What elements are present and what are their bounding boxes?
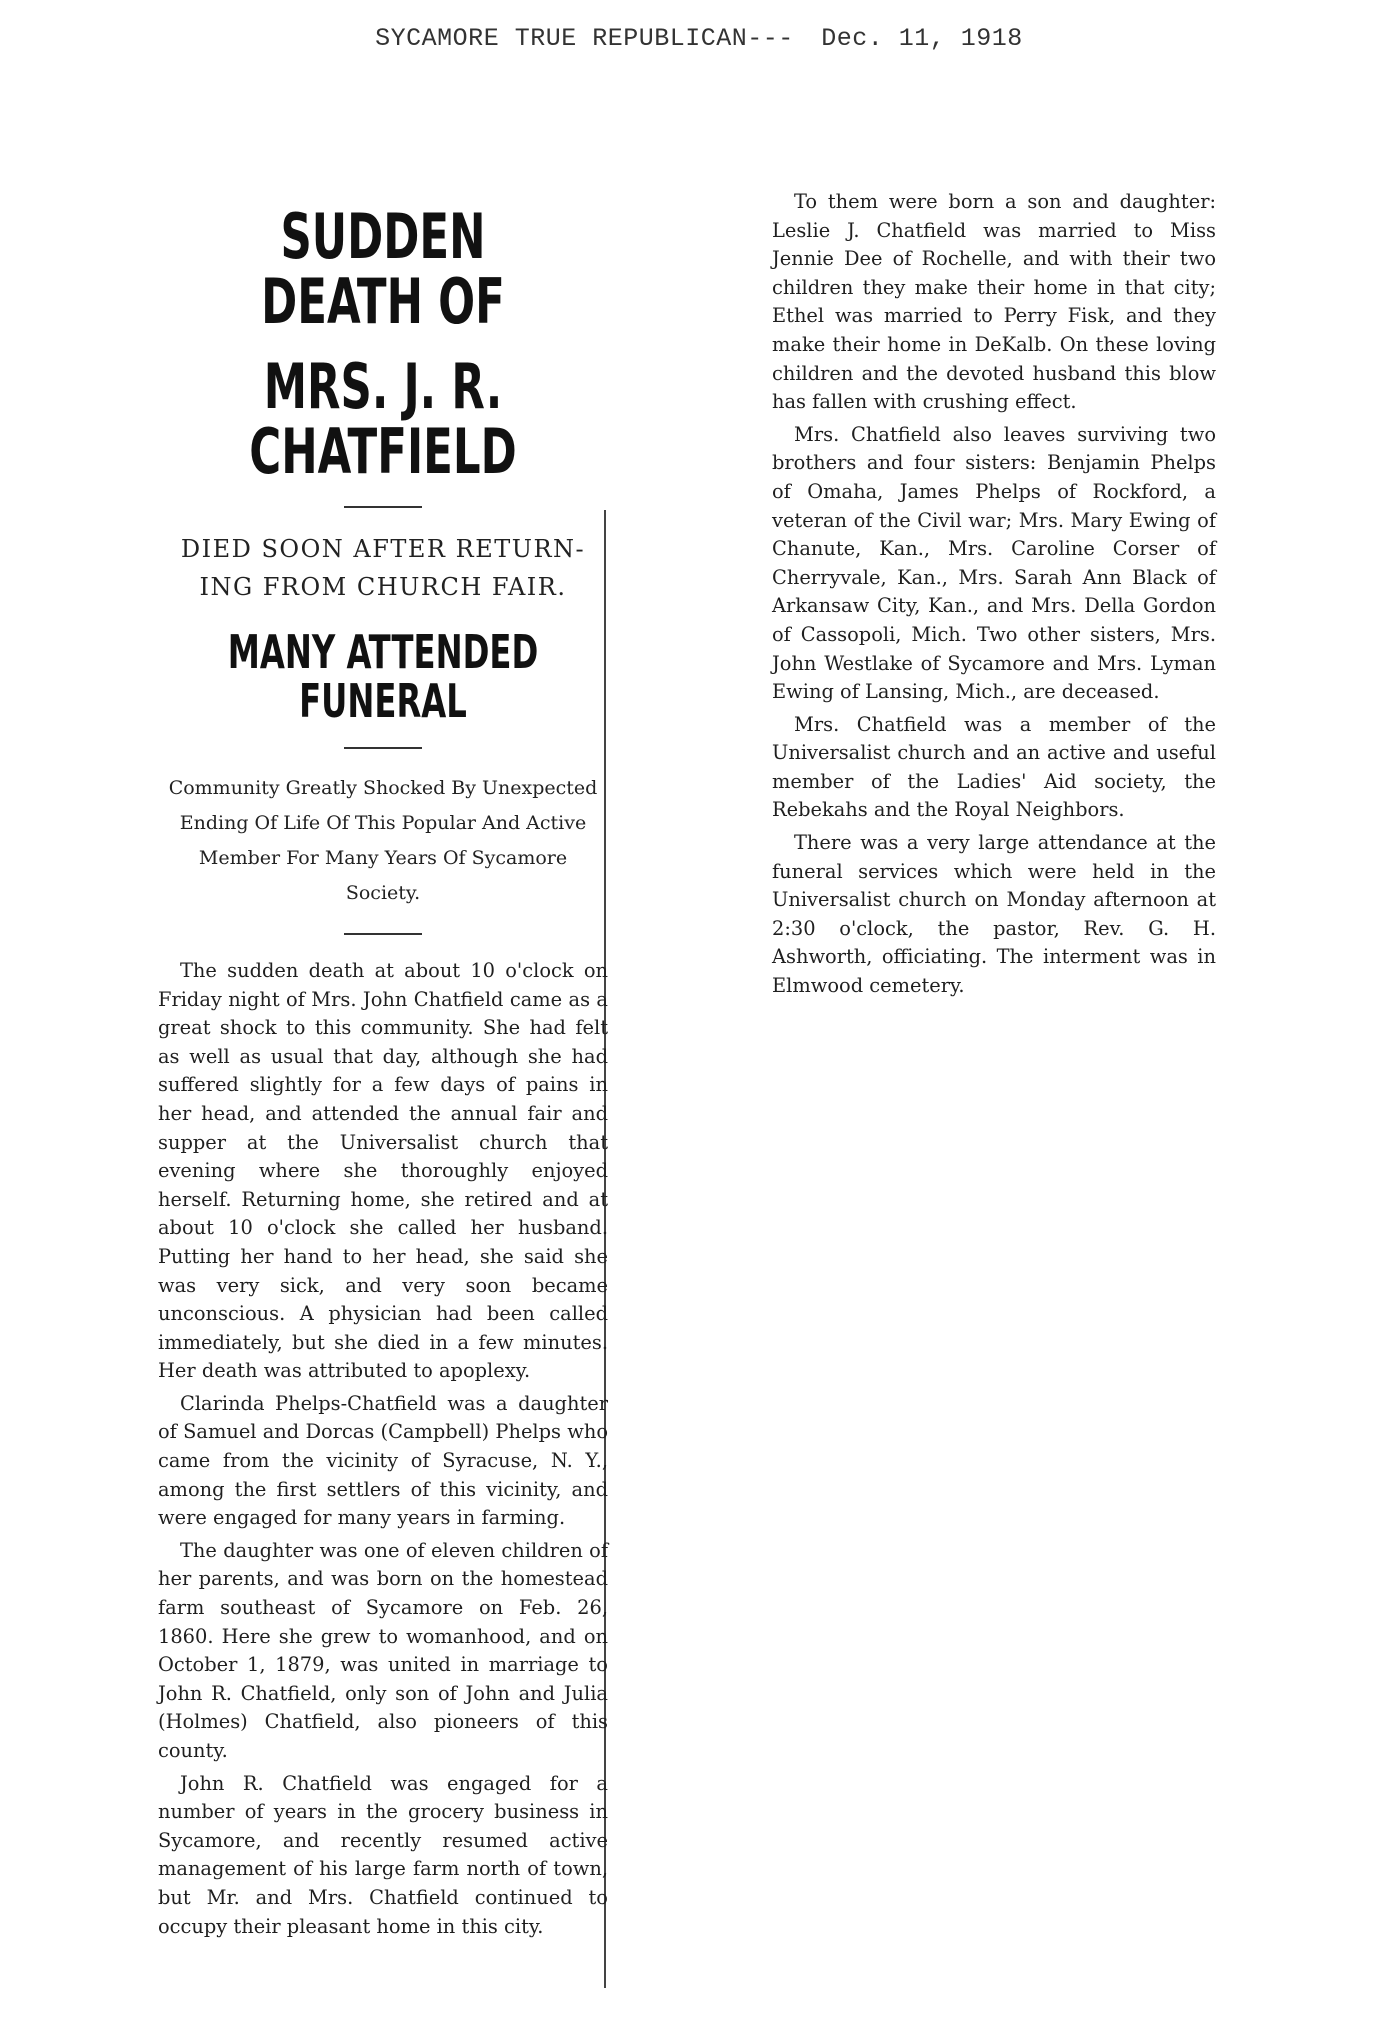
- paragraph: Mrs. Chatfield also leaves surviving two brothers and four sisters: Benjamin Phelps of Omaha, James Phelps of Rockford, a veteran of the Civil war; Mrs. Mary Ewing of Chanute, Kan., Mrs. Caroline Corser of Cherryvale, Kan., Mrs. Sarah Ann Black of Arkansaw City, Kan., and Mrs. Della Gordon of Cassopoli, Mich. Two other sisters, Mrs. John Westlake of Sycamore and Mrs. Lyman Ewing of Lansing, Mich., are deceased.: [772, 422, 1216, 704]
- article-body-right: [772, 188, 1216, 1001]
- secondary-headline: MANY ATTENDED FUNERAL: [227, 625, 539, 728]
- paragraph: Clarinda Phelps-Chatfield was a daughter of Samuel and Dorcas (Campbell) Phelps who came from the vicinity of Syracuse, N. Y., among the first settlers of this vicinity, and were engaged for many years in farming.: [158, 1391, 608, 1530]
- article-body-left: [158, 957, 608, 1941]
- left-column: [158, 188, 608, 1941]
- paragraph: John R. Chatfield was engaged for a number of years in the grocery business in Sycamore, and recently resumed active management of his large farm north of town, but Mr. and Mrs. Chatfield continued to occupy their pleasant home in this city.: [158, 1771, 608, 1938]
- paragraph: There was a very large attendance at the funeral services which were held in the Universalist church on Monday afternoon at 2:30 o'clock, the pastor, Rev. G. H. Ashworth, officiating. The interment was in Elmwood cemetery.: [772, 831, 1216, 998]
- newspaper-header: [0, 24, 1398, 53]
- publication-date: Dec. 11, 1918: [821, 24, 1023, 53]
- paragraph: The daughter was one of eleven children of her parents, and was born on the homestead farm southeast of Sycamore on Feb. 26, 1860. Here she grew to womanhood, and on October 1, 1879, was united in marriage to John R. Chatfield, only son of John and Julia (Holmes) Chatfield, also pioneers of this county.: [158, 1538, 608, 1762]
- paragraph: To them were born a son and daughter: Leslie J. Chatfield was married to Miss Jennie Dee of Rochelle, and with their two children they make their home in that city; Ethel was married to Perry Fisk, and they make their home in DeKalb. On these loving children and the devoted husband this blow has fallen with crushing effect.: [772, 190, 1216, 414]
- headline-line-2: MRS. J. R. CHATFIELD: [249, 350, 517, 489]
- divider: [344, 933, 422, 935]
- divider: [344, 506, 422, 508]
- right-column: [772, 188, 1216, 1001]
- paragraph: Mrs. Chatfield was a member of the Universalist church and an active and useful member of the Ladies' Aid society, the Rebekahs and the Royal Neighbors.: [772, 712, 1216, 822]
- publication-name: SYCAMORE TRUE REPUBLICAN---: [375, 24, 794, 53]
- subheadline-line-1: DIED SOON AFTER RETURN-: [180, 535, 586, 564]
- headline-line-1: SUDDEN DEATH OF: [261, 200, 505, 339]
- deck-summary: Community Greatly Shocked By Unexpected Ending Of Life Of This Popular And Active Member For Many Years Of Sycamore Society.: [168, 776, 598, 904]
- subheadline: [158, 530, 608, 606]
- divider: [344, 747, 422, 749]
- paragraph: The sudden death at about 10 o'clock on Friday night of Mrs. John Chatfield came as a great shock to this community. She had felt as well as usual that day, although she had suffered slightly for a few days of pains in her head, and attended the annual fair and supper at the Universalist church that evening where she thoroughly enjoyed herself. Returning home, she retired and at about 10 o'clock she called her husband. Putting her hand to her head, she said she was very sick, and very soon became unconscious. A physician had been called immediately, but she died in a few minutes. Her death was attributed to apoplexy.: [158, 958, 608, 1383]
- subheadline-line-2: ING FROM CHURCH FAIR.: [199, 573, 567, 602]
